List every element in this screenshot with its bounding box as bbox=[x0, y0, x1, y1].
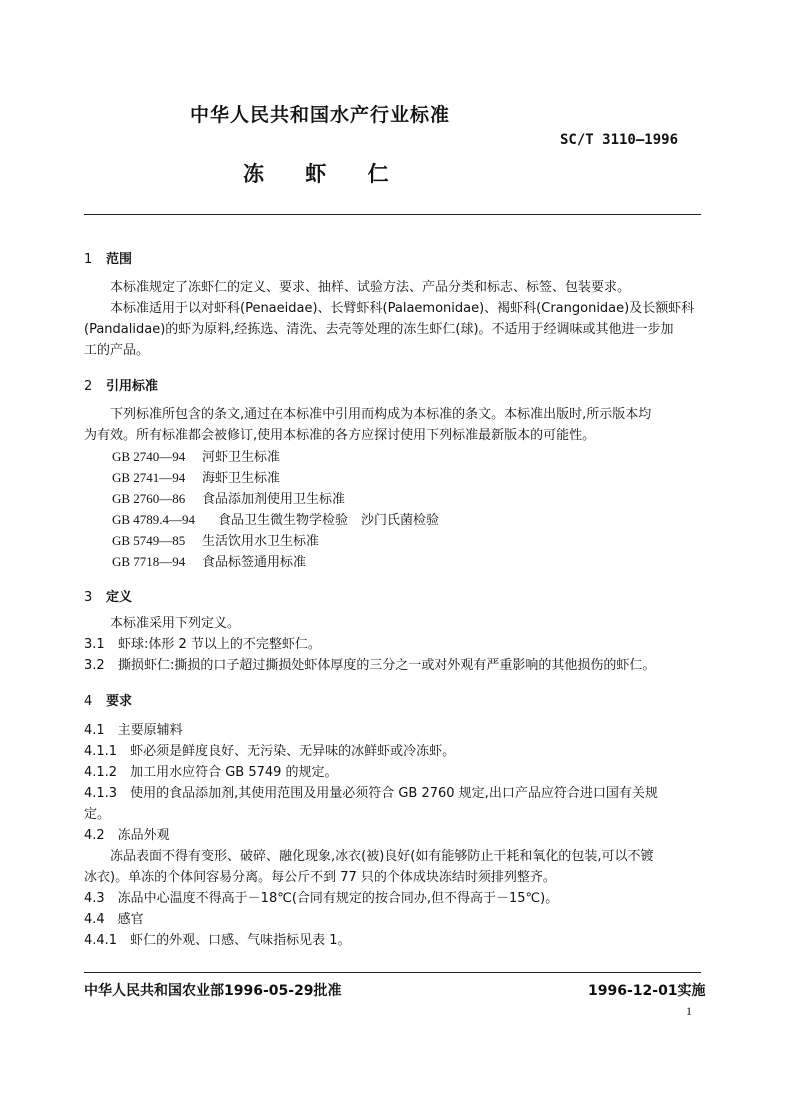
reference-code: GB 2740—94 bbox=[112, 449, 186, 464]
clause-4-1-3: 4.1.3 使用的食品添加剂,其使用范围及用量必须符合 GB 2760 规定,出口产品应符合进口国有关规 bbox=[84, 786, 658, 801]
section-4-heading bbox=[84, 690, 132, 709]
reference-item bbox=[112, 531, 319, 552]
reference-name: 河虾卫生标准 bbox=[202, 450, 281, 465]
section-2-heading bbox=[84, 375, 158, 394]
document-title: 冻 虾 仁 bbox=[243, 162, 389, 186]
definition-text: 虾球:体形 2 节以上的不完整虾仁。 bbox=[118, 637, 321, 652]
section-number: 1 bbox=[84, 252, 93, 267]
reference-item bbox=[112, 468, 280, 489]
section-title: 范围 bbox=[106, 252, 133, 267]
clause-4-1: 4.1 主要原辅料 bbox=[84, 723, 183, 738]
paragraph-line: (Pandalidae)的虾为原料,经拣选、清洗、去壳等处理的冻生虾仁(球)。不适用于经调味或其他进一步加 bbox=[84, 322, 674, 337]
paragraph: 本标准规定了冻虾仁的定义、要求、抽样、试验方法、产品分类和标志、标签、包装要求。 bbox=[110, 280, 631, 295]
standard-category-title: 中华人民共和国水产行业标准 bbox=[190, 104, 451, 126]
reference-code: GB 7718—94 bbox=[112, 554, 186, 569]
clause-4-4: 4.4 感官 bbox=[84, 912, 144, 927]
paragraph-line: 冻品表面不得有变形、破碎、融化现象,冰衣(被)良好(如有能够防止干耗和氧化的包装,可以不镀 bbox=[110, 849, 654, 864]
section-title: 定义 bbox=[106, 590, 133, 605]
definition-text: 撕损虾仁:撕损的口子超过撕损处虾体厚度的三分之一或对外观有严重影响的其他损伤的虾仁。 bbox=[118, 658, 656, 673]
clause-4-1-2: 4.1.2 加工用水应符合 GB 5749 的规定。 bbox=[84, 765, 338, 780]
paragraph-line: 下列标准所包含的条文,通过在本标准中引用而构成为本标准的条文。本标准出版时,所示版本均 bbox=[110, 407, 652, 422]
definition-3-2 bbox=[84, 656, 655, 676]
paragraph-line: 冰衣)。单冻的个体间容易分离。每公斤不到 77 只的个体成块冻结时须排列整齐。 bbox=[84, 870, 556, 885]
clause-4-3: 4.3 冻品中心温度不得高于－18℃(合同有规定的按合同办,但不得高于－15℃)。 bbox=[84, 891, 559, 906]
clause-4-2: 4.2 冻品外观 bbox=[84, 828, 170, 843]
reference-name: 生活饮用水卫生标准 bbox=[202, 534, 320, 549]
reference-name: 食品卫生微生物学检验 沙门氏菌检验 bbox=[218, 513, 440, 528]
approval-line: 中华人民共和国农业部1996-05-29批准 bbox=[84, 983, 342, 999]
reference-item bbox=[112, 552, 306, 573]
effective-date: 1996-12-01实施 bbox=[588, 983, 706, 999]
clause-number: 3.1 bbox=[84, 637, 105, 652]
reference-item bbox=[112, 510, 439, 531]
section-title: 要求 bbox=[106, 694, 133, 709]
clause-4-4-1: 4.4.1 虾仁的外观、口感、气味指标见表 1。 bbox=[84, 933, 351, 948]
definition-3-1 bbox=[84, 635, 321, 655]
footer-divider bbox=[84, 972, 701, 973]
section-number: 3 bbox=[84, 590, 93, 605]
reference-code: GB 2760—86 bbox=[112, 491, 186, 506]
header-divider bbox=[84, 214, 701, 215]
reference-name: 食品添加剂使用卫生标准 bbox=[202, 492, 346, 507]
paragraph-line: 为有效。所有标准都会被修订,使用本标准的各方应探讨使用下列标准最新版本的可能性。 bbox=[84, 428, 596, 443]
page-number: 1 bbox=[686, 1004, 692, 1018]
reference-item bbox=[112, 447, 280, 468]
section-number: 2 bbox=[84, 379, 93, 394]
clause-number: 3.2 bbox=[84, 658, 105, 673]
clause-4-1-3-cont: 定。 bbox=[84, 807, 111, 822]
reference-code: GB 2741—94 bbox=[112, 470, 186, 485]
section-1-heading bbox=[84, 248, 132, 267]
reference-name: 食品标签通用标准 bbox=[202, 555, 307, 570]
section-3-heading bbox=[84, 586, 132, 605]
reference-code: GB 5749—85 bbox=[112, 533, 186, 548]
section-title: 引用标准 bbox=[106, 379, 159, 394]
reference-name: 海虾卫生标准 bbox=[202, 471, 281, 486]
standard-code: SC/T 3110—1996 bbox=[560, 132, 679, 148]
clause-4-1-1: 4.1.1 虾必须是鲜度良好、无污染、无异味的冰鲜虾或冷冻虾。 bbox=[84, 744, 456, 759]
section-number: 4 bbox=[84, 694, 93, 709]
reference-code: GB 4789.4—94 bbox=[112, 512, 196, 527]
reference-item bbox=[112, 489, 345, 510]
paragraph: 本标准采用下列定义。 bbox=[110, 616, 241, 631]
paragraph-line: 本标准适用于以对虾科(Penaeidae)、长臂虾科(Palaemonidae)、褐虾科(Crangonidae)及长额虾科 bbox=[110, 301, 695, 316]
paragraph-line: 工的产品。 bbox=[84, 343, 150, 358]
